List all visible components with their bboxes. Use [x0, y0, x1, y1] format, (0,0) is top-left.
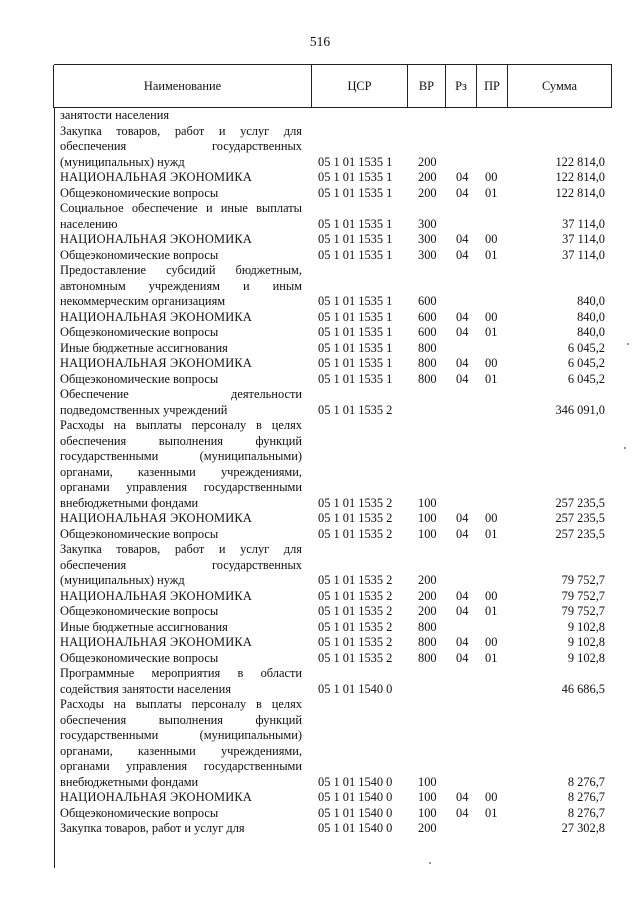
- row-name-line: органами управления государственными: [60, 759, 302, 773]
- row-vr: 200: [418, 185, 437, 200]
- row-name-line: содействия занятости населения: [60, 681, 232, 696]
- scan-speck: [429, 862, 431, 864]
- row-sum: 257 235,5: [555, 511, 605, 525]
- row-pr: 01: [485, 526, 498, 541]
- row-rz: 04: [456, 650, 469, 665]
- table-row: [0, 387, 640, 418]
- scan-speck: [624, 447, 626, 449]
- row-vr: 200: [418, 821, 437, 835]
- row-pr: 01: [485, 371, 498, 386]
- row-csr: 05 1 01 1535 1: [318, 309, 393, 324]
- row-sum: 6 045,2: [567, 356, 605, 370]
- row-rz: 04: [456, 170, 469, 184]
- row-sum: 9 102,8: [567, 619, 605, 634]
- row-csr: 05 1 01 1540 0: [318, 821, 393, 835]
- row-csr: 05 1 01 1535 2: [318, 511, 393, 525]
- row-name-line: Социальное обеспечение и иные выплаты: [60, 201, 302, 215]
- row-sum: 37 114,0: [562, 232, 605, 246]
- row-vr: 300: [418, 247, 437, 262]
- row-name-line: НАЦИОНАЛЬНАЯ ЭКОНОМИКА: [60, 790, 252, 804]
- row-csr: 05 1 01 1535 2: [318, 650, 393, 665]
- row-csr: 05 1 01 1535 1: [318, 371, 393, 386]
- row-name-line: Закупка товаров, работ и услуг для: [60, 821, 245, 835]
- row-sum: 840,0: [577, 325, 605, 339]
- row-csr: 05 1 01 1535 1: [318, 232, 393, 246]
- table-row: [0, 341, 640, 357]
- row-name-line: Закупка товаров, работ и услуг для: [60, 542, 302, 556]
- row-name-line: Закупка товаров, работ и услуг для: [60, 123, 302, 138]
- row-name-line: внебюджетными фондами: [60, 495, 199, 510]
- table-row: [0, 356, 640, 372]
- row-csr: 05 1 01 1535 1: [318, 340, 393, 355]
- row-vr: 100: [418, 495, 437, 510]
- row-sum: 9 102,8: [567, 635, 605, 649]
- row-name-line: органами, казенными учреждениями,: [60, 743, 302, 758]
- row-name-line: внебюджетными фондами: [60, 774, 199, 789]
- row-csr: 05 1 01 1535 2: [318, 495, 393, 510]
- table-row: [0, 108, 640, 124]
- row-rz: 04: [456, 185, 469, 200]
- table-header: [54, 64, 612, 108]
- row-pr: 01: [485, 247, 498, 262]
- row-csr: 05 1 01 1535 2: [318, 402, 393, 417]
- row-sum: 37 114,0: [562, 247, 605, 262]
- row-rz: 04: [456, 588, 469, 603]
- row-sum: 79 752,7: [561, 604, 605, 618]
- row-sum: 6 045,2: [567, 371, 605, 386]
- row-rz: 04: [456, 247, 469, 262]
- table-row: [0, 604, 640, 620]
- row-sum: 122 814,0: [555, 185, 605, 200]
- table-row: [0, 806, 640, 822]
- row-name-line: НАЦИОНАЛЬНАЯ ЭКОНОМИКА: [60, 635, 252, 649]
- table-row: [0, 170, 640, 186]
- row-name-line: Обеспечение деятельности: [60, 387, 302, 401]
- header-vr: ВР: [418, 79, 435, 93]
- table-row: [0, 511, 640, 527]
- row-pr: 01: [485, 805, 498, 820]
- row-pr: 01: [485, 185, 498, 200]
- row-name-line: Расходы на выплаты персоналу в целях: [60, 418, 302, 432]
- table-row: [0, 325, 640, 341]
- row-csr: 05 1 01 1535 1: [318, 325, 393, 339]
- row-csr: 05 1 01 1540 0: [318, 774, 393, 789]
- row-sum: 6 045,2: [567, 340, 605, 355]
- table-row: [0, 651, 640, 667]
- table-row: [0, 697, 640, 790]
- table-row: [0, 635, 640, 651]
- table-row: [0, 790, 640, 806]
- row-name-line: НАЦИОНАЛЬНАЯ ЭКОНОМИКА: [60, 511, 252, 525]
- row-sum: 79 752,7: [561, 588, 605, 603]
- row-sum: 9 102,8: [567, 650, 605, 665]
- row-csr: 05 1 01 1535 1: [318, 170, 393, 184]
- row-vr: 800: [418, 340, 437, 355]
- row-sum: 46 686,5: [561, 681, 605, 696]
- row-name-line: (муниципальных) нужд: [60, 573, 185, 587]
- row-vr: 200: [418, 588, 437, 603]
- row-name-line: органами, казенными учреждениями,: [60, 464, 302, 479]
- row-pr: 00: [485, 635, 498, 649]
- row-rz: 04: [456, 309, 469, 324]
- header-name: Наименование: [143, 79, 222, 93]
- table-row: [0, 527, 640, 543]
- row-csr: 05 1 01 1535 1: [318, 356, 393, 370]
- header-rz: Рз: [455, 79, 467, 93]
- row-name-line: Общеэкономические вопросы: [60, 185, 219, 200]
- row-name-line: (муниципальных) нужд: [60, 154, 185, 169]
- table-row: [0, 201, 640, 232]
- row-pr: 01: [485, 650, 498, 665]
- row-vr: 100: [418, 805, 437, 820]
- row-name-line: Общеэкономические вопросы: [60, 526, 219, 541]
- row-name-line: Общеэкономические вопросы: [60, 325, 219, 339]
- row-name-line: обеспечения выполнения функций: [60, 712, 302, 727]
- row-rz: 04: [456, 325, 469, 339]
- row-rz: 04: [456, 511, 469, 525]
- row-name-line: Общеэкономические вопросы: [60, 805, 219, 820]
- table-row: [0, 263, 640, 310]
- row-pr: 01: [485, 604, 498, 618]
- row-name-line: Иные бюджетные ассигнования: [60, 619, 228, 634]
- row-csr: 05 1 01 1535 1: [318, 294, 393, 308]
- table-row: [0, 666, 640, 697]
- row-name-line: Общеэкономические вопросы: [60, 371, 219, 386]
- table-row: [0, 821, 640, 837]
- row-name-line: обеспечения государственных: [60, 557, 302, 572]
- row-name-line: Общеэкономические вопросы: [60, 650, 219, 665]
- scan-speck: [627, 343, 629, 345]
- row-vr: 800: [418, 619, 437, 634]
- row-vr: 600: [418, 294, 437, 308]
- row-pr: 00: [485, 170, 498, 184]
- row-vr: 300: [418, 216, 437, 231]
- row-sum: 257 235,5: [555, 526, 605, 541]
- row-csr: 05 1 01 1535 2: [318, 619, 393, 634]
- row-vr: 200: [418, 170, 437, 184]
- row-name-line: Иные бюджетные ассигнования: [60, 340, 228, 355]
- row-name-line: государственными (муниципальными): [60, 449, 302, 463]
- row-sum: 8 276,7: [567, 805, 605, 820]
- row-rz: 04: [456, 232, 469, 246]
- row-name-line: НАЦИОНАЛЬНАЯ ЭКОНОМИКА: [60, 232, 252, 246]
- table-row: [0, 372, 640, 388]
- row-sum: 8 276,7: [567, 790, 605, 804]
- row-rz: 04: [456, 635, 469, 649]
- row-vr: 100: [418, 526, 437, 541]
- row-csr: 05 1 01 1535 1: [318, 216, 393, 231]
- row-name-line: подведомственных учреждений: [60, 402, 228, 417]
- row-sum: 840,0: [577, 309, 605, 324]
- table-row: [0, 418, 640, 511]
- row-csr: 05 1 01 1535 2: [318, 588, 393, 603]
- row-csr: 05 1 01 1540 0: [318, 805, 393, 820]
- row-csr: 05 1 01 1535 1: [318, 247, 393, 262]
- row-csr: 05 1 01 1535 2: [318, 604, 393, 618]
- table-row: [0, 620, 640, 636]
- row-vr: 200: [418, 604, 437, 618]
- header-divider: [611, 65, 612, 108]
- row-csr: 05 1 01 1540 0: [318, 790, 393, 804]
- header-pr: ПР: [484, 79, 500, 93]
- table-row: [0, 248, 640, 264]
- row-vr: 800: [418, 371, 437, 386]
- row-name-line: автономным учреждениям и иным: [60, 278, 302, 293]
- row-vr: 600: [418, 309, 437, 324]
- row-rz: 04: [456, 371, 469, 386]
- row-vr: 200: [418, 154, 437, 169]
- row-name-line: населению: [60, 216, 118, 231]
- row-vr: 100: [418, 774, 437, 789]
- row-sum: 346 091,0: [555, 402, 605, 417]
- row-name-line: НАЦИОНАЛЬНАЯ ЭКОНОМИКА: [60, 309, 252, 324]
- row-pr: 00: [485, 309, 498, 324]
- row-sum: 37 114,0: [562, 216, 605, 231]
- table-row: [0, 232, 640, 248]
- row-name-line: НАЦИОНАЛЬНАЯ ЭКОНОМИКА: [60, 588, 252, 603]
- row-sum: 122 814,0: [555, 170, 605, 184]
- row-name-line: Программные мероприятия в области: [60, 666, 302, 680]
- row-pr: 01: [485, 325, 498, 339]
- row-pr: 00: [485, 588, 498, 603]
- row-sum: 79 752,7: [561, 573, 605, 587]
- row-sum: 122 814,0: [555, 154, 605, 169]
- table-body: [0, 108, 640, 837]
- row-sum: 257 235,5: [555, 495, 605, 510]
- table-row: [0, 310, 640, 326]
- row-rz: 04: [456, 356, 469, 370]
- row-vr: 800: [418, 356, 437, 370]
- row-pr: 00: [485, 356, 498, 370]
- table-row: [0, 124, 640, 171]
- row-csr: 05 1 01 1535 2: [318, 573, 393, 587]
- row-vr: 800: [418, 635, 437, 649]
- row-csr: 05 1 01 1535 1: [318, 154, 393, 169]
- row-vr: 300: [418, 232, 437, 246]
- row-name-line: обеспечения выполнения функций: [60, 433, 302, 448]
- row-csr: 05 1 01 1535 2: [318, 526, 393, 541]
- row-pr: 00: [485, 790, 498, 804]
- row-name-line: Общеэкономические вопросы: [60, 247, 219, 262]
- row-name-line: Общеэкономические вопросы: [60, 604, 219, 618]
- row-name-line: Расходы на выплаты персоналу в целях: [60, 697, 302, 711]
- table-row: [0, 186, 640, 202]
- row-sum: 27 302,8: [561, 821, 605, 835]
- row-name-line: НАЦИОНАЛЬНАЯ ЭКОНОМИКА: [60, 356, 252, 370]
- row-csr: 05 1 01 1535 2: [318, 635, 393, 649]
- row-name-line: некоммерческим организациям: [60, 294, 226, 308]
- row-sum: 840,0: [577, 294, 605, 308]
- row-rz: 04: [456, 526, 469, 541]
- header-csr: ЦСР: [347, 79, 372, 93]
- row-rz: 04: [456, 805, 469, 820]
- row-csr: 05 1 01 1535 1: [318, 185, 393, 200]
- row-rz: 04: [456, 790, 469, 804]
- table-row: [0, 542, 640, 589]
- row-name-line: обеспечения государственных: [60, 139, 302, 153]
- row-vr: 200: [418, 573, 437, 587]
- row-name-line: Предоставление субсидий бюджетным,: [60, 263, 302, 277]
- table-row: [0, 589, 640, 605]
- row-name-line: органами управления государственными: [60, 480, 302, 494]
- row-vr: 100: [418, 511, 437, 525]
- row-pr: 00: [485, 511, 498, 525]
- row-vr: 600: [418, 325, 437, 339]
- row-name-line: занятости населения: [60, 108, 170, 122]
- row-rz: 04: [456, 604, 469, 618]
- page-number: 516: [309, 34, 331, 49]
- row-vr: 800: [418, 650, 437, 665]
- row-name-line: НАЦИОНАЛЬНАЯ ЭКОНОМИКА: [60, 170, 252, 184]
- header-sum: Сумма: [541, 79, 578, 93]
- row-name-line: государственными (муниципальными): [60, 728, 302, 742]
- row-sum: 8 276,7: [567, 774, 605, 789]
- row-csr: 05 1 01 1540 0: [318, 681, 393, 696]
- row-pr: 00: [485, 232, 498, 246]
- row-vr: 100: [418, 790, 437, 804]
